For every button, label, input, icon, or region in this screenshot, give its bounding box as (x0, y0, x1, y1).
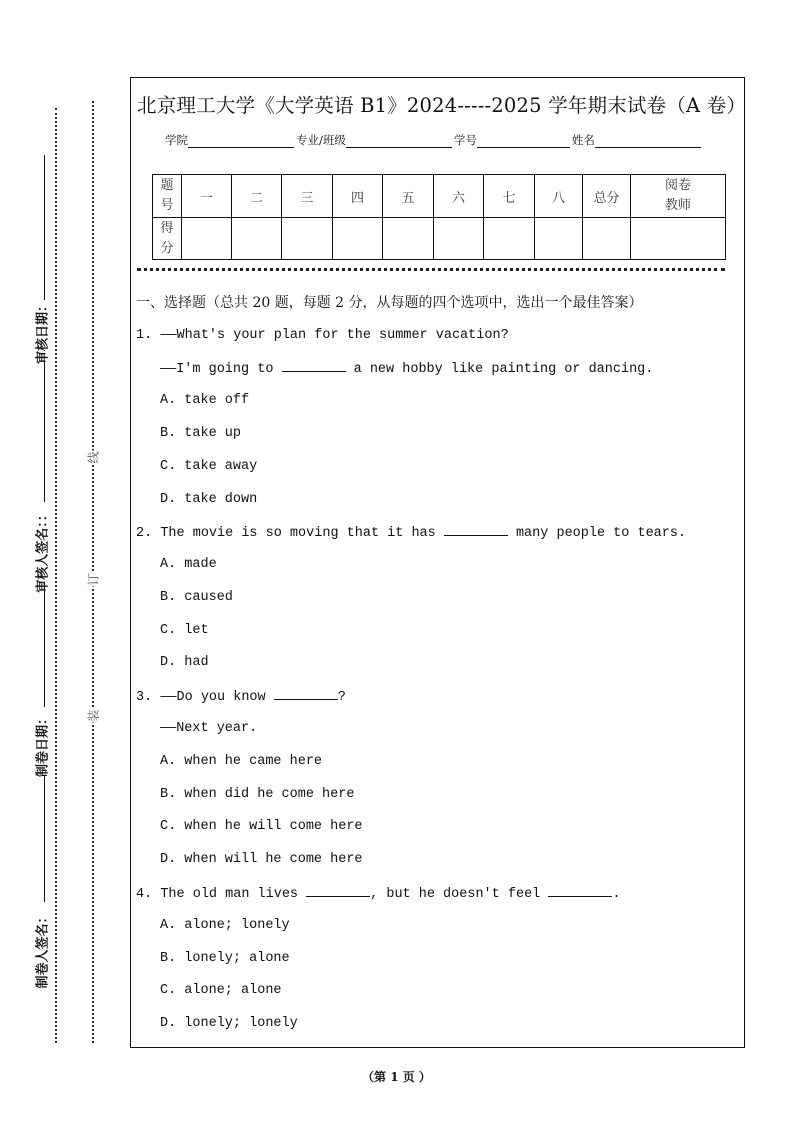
total-score-cell[interactable] (583, 218, 631, 260)
signature-line (44, 775, 45, 902)
question-3-line-2: ——Next year. (160, 721, 258, 736)
score-cell[interactable] (333, 218, 383, 260)
score-row-header (153, 218, 182, 260)
option-a[interactable]: A. take off (160, 393, 250, 408)
question-text: The old man lives (160, 887, 307, 902)
signature-line (44, 361, 45, 502)
major-class-field[interactable] (346, 135, 452, 148)
column-header: 七 (484, 175, 535, 218)
option-d[interactable]: D. lonely; lonely (160, 1016, 298, 1031)
question-text: ? (337, 690, 346, 705)
question-number-header (153, 175, 182, 218)
score-table-header-row (153, 175, 726, 218)
question-text: ——I'm going to (160, 362, 282, 377)
question-text: , but he doesn't feel (370, 887, 549, 902)
major-class-label: 专业/班级 (296, 133, 346, 147)
inner-dotted-line (55, 108, 57, 1043)
binding-mark-line: 线 (86, 451, 101, 464)
question-2-line-1 (136, 524, 686, 541)
student-info-row (165, 132, 703, 148)
option-a[interactable]: A. made (160, 557, 217, 572)
column-header: 五 (383, 175, 434, 218)
option-a[interactable]: A. alone; lonely (160, 918, 290, 933)
binding-mark-bind: 装 (86, 709, 101, 722)
header-char: 题 (160, 178, 174, 193)
reviewer-signature-label: 审核人签名：： (35, 508, 51, 593)
name-field[interactable] (595, 135, 701, 148)
college-label: 学院 (165, 133, 188, 147)
column-header: 六 (434, 175, 484, 218)
answer-blank (306, 885, 370, 897)
question-text: The movie is so moving that it has (160, 526, 444, 541)
page-number: （第 1 页 ） (362, 1070, 431, 1084)
review-date-label: 审核日期： (35, 299, 51, 365)
signature-line (44, 155, 45, 300)
option-b[interactable]: B. take up (160, 426, 242, 441)
reviewer-cell[interactable] (631, 218, 726, 260)
binding-mark-staple: 订 (86, 573, 101, 586)
score-cell[interactable] (182, 218, 232, 260)
option-b[interactable]: B. when did he come here (160, 787, 355, 802)
column-header: 二 (232, 175, 282, 218)
answer-blank (282, 360, 346, 372)
question-1-line-2 (160, 360, 653, 377)
exam-frame (130, 77, 745, 1048)
question-number: 2. (136, 526, 153, 541)
score-table-score-row (153, 218, 726, 260)
question-text: . (612, 887, 621, 902)
score-cell[interactable] (232, 218, 282, 260)
question-text: ——Do you know (160, 690, 274, 705)
score-table (152, 174, 726, 260)
option-c[interactable]: C. take away (160, 459, 258, 474)
option-c[interactable]: C. alone; alone (160, 983, 282, 998)
question-number: 3. (136, 690, 153, 705)
paper-maker-signature-label: 制卷人签名： (35, 910, 51, 989)
option-d[interactable]: D. take down (160, 492, 258, 507)
option-b[interactable]: B. lonely; alone (160, 951, 290, 966)
answer-blank (548, 885, 612, 897)
college-field[interactable] (188, 135, 294, 148)
option-a[interactable]: A. when he came here (160, 754, 323, 769)
student-id-field[interactable] (477, 135, 570, 148)
score-cell[interactable] (383, 218, 434, 260)
option-d[interactable]: D. had (160, 655, 209, 670)
header-line: 教师 (664, 198, 691, 213)
header-char: 得 (160, 220, 174, 236)
score-cell[interactable] (282, 218, 333, 260)
question-1-line-1 (136, 328, 509, 343)
score-cell[interactable] (535, 218, 583, 260)
answer-blank (274, 688, 338, 700)
dotted-separator (137, 268, 725, 271)
question-text: a new hobby like painting or dancing. (345, 362, 654, 377)
header-line: 阅卷 (664, 178, 691, 193)
column-header: 三 (282, 175, 333, 218)
column-header: 四 (333, 175, 383, 218)
header-char: 号 (160, 198, 174, 213)
reviewer-header (631, 175, 726, 218)
option-d[interactable]: D. when will he come here (160, 852, 363, 867)
question-number: 4. (136, 887, 153, 902)
option-c[interactable]: C. when he will come here (160, 819, 363, 834)
score-cell[interactable] (484, 218, 535, 260)
column-header: 一 (182, 175, 232, 218)
option-b[interactable]: B. caused (160, 590, 233, 605)
total-score-header: 总分 (583, 175, 631, 218)
score-cell[interactable] (434, 218, 484, 260)
paper-date-label: 制卷日期： (35, 712, 51, 778)
column-header: 八 (535, 175, 583, 218)
name-label: 姓名 (571, 133, 595, 147)
student-id-label: 学号 (453, 133, 477, 147)
question-text: many people to tears. (507, 526, 687, 541)
option-c[interactable]: C. let (160, 623, 209, 638)
header-char: 分 (160, 240, 174, 256)
signature-line (44, 582, 45, 707)
question-4-line-1 (136, 885, 620, 902)
answer-blank (444, 524, 508, 536)
question-3-line-1 (136, 688, 346, 705)
section-heading: 一、选择题（总共 20 题，每题 2 分，从每题的四个选项中，选出一个最佳答案） (136, 295, 643, 311)
exam-title: 北京理工大学《大学英语 B1》2024-----2025 学年期末试卷（A 卷） (137, 94, 747, 117)
question-number: 1. (136, 328, 153, 343)
question-text: ——What's your plan for the summer vacation? (160, 328, 509, 343)
